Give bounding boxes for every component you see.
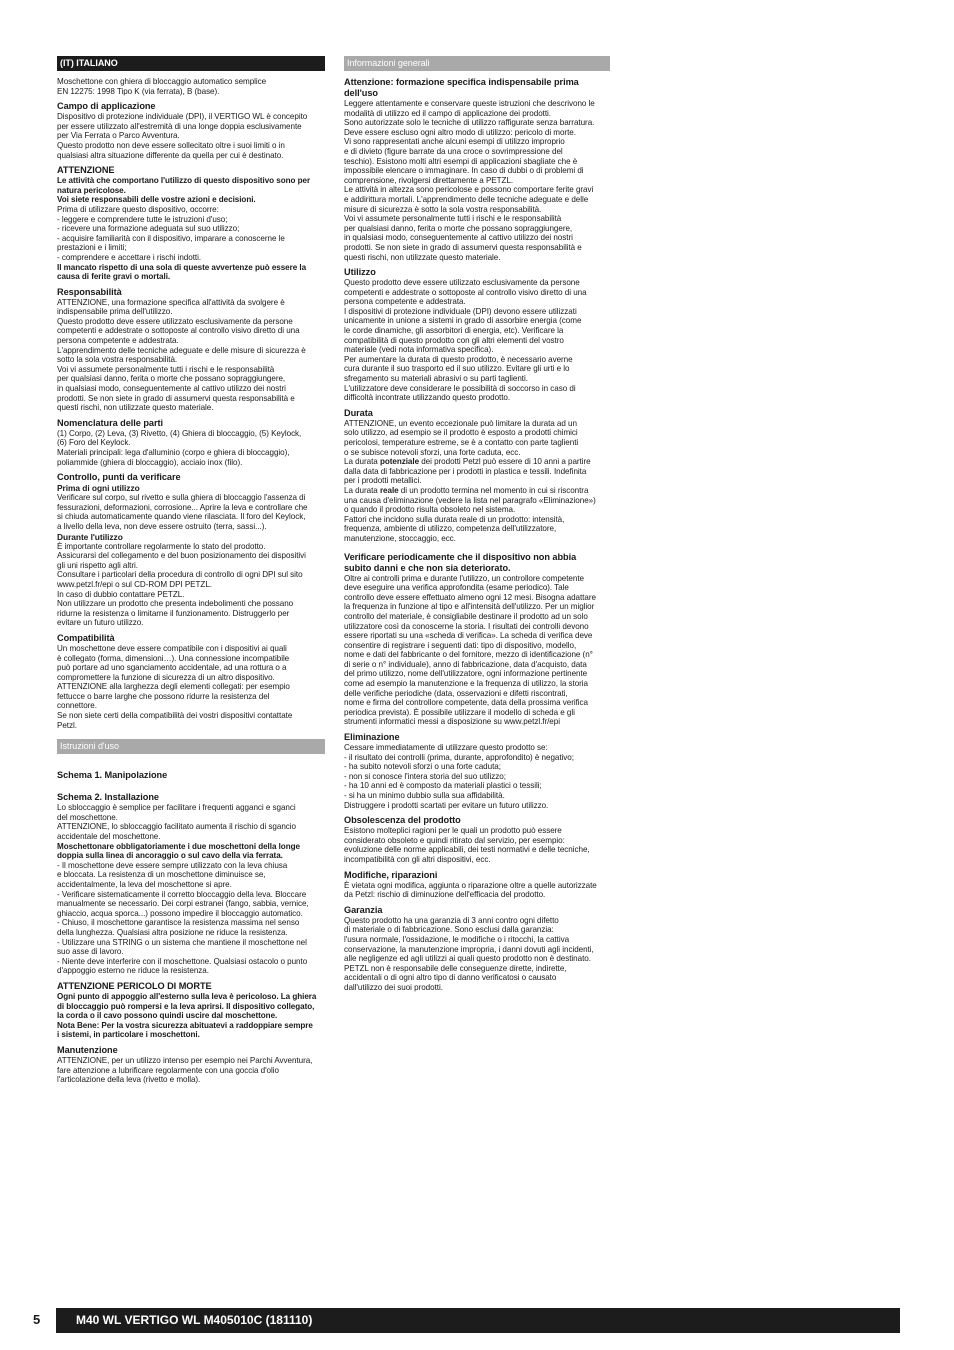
text-line: le corde dinamiche, gli assorbitori di energia, etc). Verificare la bbox=[344, 326, 564, 336]
text-line: - il risultato dei controlli (prima, durante, approfondito) è negativo; bbox=[344, 752, 574, 762]
text-line: natura pericolose. bbox=[57, 185, 126, 195]
text-line: fettucce o barre larghe che possono ridurre la resistenza del bbox=[57, 691, 270, 701]
text-line: può portare ad uno sganciamento accidentale, ad una rottura o a bbox=[57, 663, 287, 673]
durata-reale-line: La durata reale di un prodotto termina nel momento in cui si riscontra bbox=[344, 485, 589, 495]
text-line: di serie o n° individuale), anno di fabbricazione, data d'acquisto, data bbox=[344, 659, 587, 669]
text-line: della lunghezza. Qualsiasi altra posizione ne riduce la resistenza. bbox=[57, 927, 288, 937]
text-line: da Petzl: rischio di diminuzione dell'efficacia del prodotto. bbox=[344, 890, 546, 900]
text-line: frequenza, ambiente di utilizzo, competenza dell'utilizzatore, bbox=[344, 524, 557, 534]
text-line: Voi siete responsabili delle vostre azioni e decisioni. bbox=[57, 195, 256, 205]
text-line: (1) Corpo, (2) Leva, (3) Rivetto, (4) Ghiera di bloccaggio, (5) Keylock, bbox=[57, 428, 302, 438]
subsection-durante: Durante l'utilizzo bbox=[57, 531, 123, 542]
section-title-pericolo: ATTENZIONE PERICOLO DI MORTE bbox=[57, 980, 212, 991]
text-line: Petzl. bbox=[57, 720, 77, 730]
text-line: nome e firma del controllore competente, data della prossima verifica bbox=[344, 698, 588, 708]
section-body-manutenzione bbox=[57, 1056, 325, 1085]
text-line: compatibilità di questo prodotto con gli altri elementi del vostro bbox=[344, 335, 564, 345]
text-line: PETZL non è responsabile delle conseguenze dirette, indirette, bbox=[344, 963, 567, 973]
text-line: Oltre ai controlli prima e durante l'utilizzo, un controllore competente bbox=[344, 573, 584, 583]
section-body-formazione bbox=[344, 99, 610, 262]
text-line: controllo del materiale, è consigliabile destinare il prodotto ad un solo bbox=[344, 611, 588, 621]
text-line: Deve essere escluso ogni altro modo di utilizzo: pericolo di morte. bbox=[344, 127, 576, 137]
text-line: d'appoggio esterno ne riduce la resistenza. bbox=[57, 966, 209, 976]
text-line: È vietata ogni modifica, aggiunta o riparazione oltre a quelle autorizzate bbox=[344, 880, 597, 890]
footer-title: M40 WL VERTIGO WL M405010C (181110) bbox=[76, 1313, 313, 1327]
text-line: Leggere attentamente e conservare queste istruzioni che descrivono le bbox=[344, 99, 595, 108]
text-line: Se non siete certi della compatibilità dei vostri dispositivi contattate bbox=[57, 711, 293, 721]
section-title-durata: Durata bbox=[344, 407, 373, 418]
left-column bbox=[57, 56, 325, 1085]
section-body-nomenclatura bbox=[57, 429, 325, 467]
section-title-modifiche: Modifiche, riparazioni bbox=[344, 869, 438, 880]
text-line: impossibile elencare o immaginare. In caso di dubbi o di problemi di bbox=[344, 166, 584, 176]
text-line: di materiale o di fabbricazione. Sono esclusi dalla garanzia: bbox=[344, 925, 554, 935]
text-line: strumenti informatici messi a disposizione su www.petzl.fr/epi bbox=[344, 717, 560, 727]
text-line: Questo prodotto ha una garanzia di 3 anni contro ogni difetto bbox=[344, 915, 559, 925]
text-line: - ricevere una formazione adeguata sul suo utilizzo; bbox=[57, 224, 240, 234]
text-line: come ad esempio la manutenzione e la frequenza di utilizzo, la storia bbox=[344, 679, 588, 689]
text-line: del moschettone. bbox=[57, 812, 118, 822]
text-line: accidentali o di ogni altro tipo di danno verificatosi o causato bbox=[344, 973, 557, 983]
text-line: pericolosi, temperature estreme, se è a contatto con parte taglienti bbox=[344, 438, 579, 447]
text-line: sfregamento su materiali abrasivi o su parti taglienti. bbox=[344, 374, 528, 384]
section-title-responsabilita: Responsabilità bbox=[57, 286, 122, 297]
text-line: è collegato (forma, dimensioni…). Una connessione incompatibile bbox=[57, 653, 290, 663]
text-line: compromettere la funzione di sicurezza di un altro dispositivo. bbox=[57, 672, 275, 682]
text-line: l'articolazione della leva (rivetto e molla). bbox=[57, 1075, 201, 1085]
subsection-prima: Prima di ogni utilizzo bbox=[57, 483, 140, 494]
text-line: solo utilizzo, ad esempio se il prodotto è esposto a prodotti chimici bbox=[344, 428, 578, 438]
section-title-schema1: Schema 1. Manipolazione bbox=[57, 770, 168, 781]
text-line: utilizzatore così da conoscerne la storia. I risultati dei controlli devono bbox=[344, 621, 589, 631]
page-number: 5 bbox=[33, 1312, 41, 1327]
section-title-utilizzo: Utilizzo bbox=[344, 267, 376, 278]
text-line: prestazioni e i limiti; bbox=[57, 243, 127, 253]
footer-bar bbox=[56, 1308, 900, 1333]
section-body-utilizzo bbox=[344, 278, 610, 403]
text-line: dalla data di fabbricazione per i prodotti in plastica e tessili. Indefinita bbox=[344, 466, 587, 476]
text-line: - ha 10 anni ed è composto da materiali plastici o tessili; bbox=[344, 781, 542, 791]
text-line: prodotti. Se non siete in grado di assumervi questa responsabilità e bbox=[57, 393, 295, 403]
text-line: - Verificare sistematicamente il corretto bloccaggio della leva. Bloccare bbox=[57, 889, 307, 899]
section-body-durata-3 bbox=[344, 496, 610, 544]
text-line: Un moschettone deve essere compatibile con i dispositivi ai quali bbox=[57, 643, 287, 653]
section-body-attenzione bbox=[57, 205, 325, 263]
text-line: Questo prodotto deve essere utilizzato esclusivamente da persone bbox=[344, 278, 580, 288]
text-line: in qualsiasi modo, conseguentemente al cattivo utilizzo dei nostri bbox=[57, 384, 286, 394]
text-line: periodica prevista). È possibile utilizzare il modello di scheda e gli bbox=[344, 707, 575, 717]
text-line: comprensione, rivolgersi direttamente a PETZL. bbox=[344, 175, 514, 185]
pericolo-bold bbox=[57, 992, 325, 1040]
right-column bbox=[344, 56, 610, 993]
text-line: Esistono molteplici ragioni per le quali un prodotto può essere bbox=[344, 826, 562, 836]
language-header: (IT) ITALIANO bbox=[57, 56, 325, 71]
section-title-eliminazione: Eliminazione bbox=[344, 732, 400, 743]
text-line: per essere utilizzato all'estremità di una longe doppia esclusivamente bbox=[57, 121, 302, 131]
text-line: incompatibilità con gli altri dispositivi, ecc. bbox=[344, 854, 491, 864]
section-body-compatibilita bbox=[57, 644, 325, 730]
text-line: Materiali principali: lega d'alluminio (corpo e ghiera di bloccaggio), bbox=[57, 448, 290, 457]
section-title-manutenzione: Manutenzione bbox=[57, 1044, 118, 1055]
section-title-attenzione: ATTENZIONE bbox=[57, 165, 115, 176]
text-line: manualmente se necessario. Dei corpi estranei (fango, sabbia, vernice, bbox=[57, 899, 309, 909]
text-line: materiale (vedi nota informativa specifica). bbox=[344, 345, 494, 355]
text-line: cura durante il suo trasporto ed il suo utilizzo. Evitare gli urti e lo bbox=[344, 364, 570, 374]
section-body-schema2-a bbox=[57, 803, 325, 841]
section-title-controllo: Controllo, punti da verificare bbox=[57, 472, 181, 483]
text-line: nome e dati del fabbricante o del fornitore, mezzo di identificazione (n° bbox=[344, 650, 593, 660]
text-line: ATTENZIONE, lo sbloccaggio facilitato aumenta il rischio di sgancio bbox=[57, 822, 296, 832]
text-line: Moschettone con ghiera di bloccaggio automatico semplice bbox=[57, 77, 267, 86]
text-line: in qualsiasi modo, conseguentemente al cattivo utilizzo dei nostri bbox=[344, 233, 573, 243]
text-line: - Niente deve interferire con il moschettone. Qualsiasi ostacolo o punto bbox=[57, 956, 308, 966]
text-line: teschio). Esistono molti altri esempi di applicazioni sbagliate che è bbox=[344, 156, 578, 166]
text-line: causa di ferite gravi o mortali. bbox=[57, 272, 171, 282]
text-line: alle negligenze ed agli utilizzi ai quali questo prodotto non è destinato. bbox=[344, 954, 591, 964]
text-line: competenti e addestrate o sottoposte al controllo visivo diretto di una bbox=[57, 326, 300, 336]
text-line: - si ha un minimo dubbio sulla sua affidabilità. bbox=[344, 791, 505, 800]
text-line: Voi vi assumete personalmente tutti i rischi e le responsabilità bbox=[344, 214, 562, 224]
text-line: connettore. bbox=[57, 701, 97, 711]
text-line: Sono autorizzate solo le tecniche di utilizzo raffigurate senza barratura. bbox=[344, 118, 595, 128]
schema2-bold bbox=[57, 842, 325, 861]
text-line: Le attività in altezza sono pericolose e possono comportare ferite gravi bbox=[344, 185, 594, 195]
text-line: questi rischi, non utilizzate questo materiale. bbox=[344, 252, 501, 262]
text-line: Attenzione: formazione specifica indispensabile prima bbox=[344, 77, 579, 87]
text-line: essere riportati su una «scheda di verifica». La scheda di verifica deve bbox=[344, 631, 593, 641]
text-line: In caso di dubbio contattare PETZL. bbox=[57, 589, 185, 599]
text-line: persona competente e addestrata. bbox=[57, 336, 179, 346]
text-line: - non si conosce l'intera storia del suo utilizzo; bbox=[344, 771, 506, 781]
text-line: i sistemi, in particolare i moschettoni. bbox=[57, 1030, 200, 1040]
text-line: deve eseguire una verifica approfondita (esame periodico). Tale bbox=[344, 583, 569, 593]
warning-bold-1 bbox=[57, 176, 325, 205]
text-line: Ogni punto di appoggio all'esterno sulla leva è pericoloso. La ghiera bbox=[57, 991, 317, 1001]
section-body-responsabilita bbox=[57, 298, 325, 413]
text-line: Nota Bene: Per la vostra sicurezza abituatevi a raddoppiare sempre bbox=[57, 1020, 313, 1030]
text-line: L'utilizzatore deve considerare le possibilità di soccorso in caso di bbox=[344, 383, 576, 393]
text-line: Voi vi assumete personalmente tutti i rischi e le responsabilità bbox=[57, 364, 275, 374]
text-line: ATTENZIONE, un evento eccezionale può limitare la durata ad un bbox=[344, 418, 577, 428]
text-line: sotto la sola vostra responsabilità. bbox=[57, 355, 178, 365]
text-line: per i prodotti metallici. bbox=[344, 476, 422, 486]
section-title-formazione bbox=[344, 77, 610, 99]
text-line: Dispositivo di protezione individuale (DPI), il VERTIGO WL è concepito bbox=[57, 112, 308, 122]
section-body-durata-1 bbox=[344, 419, 610, 457]
section-body-garanzia bbox=[344, 916, 610, 993]
text-line: Cessare immediatamente di utilizzare questo prodotto se: bbox=[344, 743, 548, 753]
text-line: Le attività che comportano l'utilizzo di questo dispositivo sono per bbox=[57, 176, 311, 186]
text-line: Non utilizzare un prodotto che presenta indebolimenti che possano bbox=[57, 599, 294, 609]
section-body-durata-2 bbox=[344, 467, 610, 486]
text-line: suo asse di lavoro. bbox=[57, 947, 124, 957]
istruzioni-header: Istruzioni d'uso bbox=[57, 739, 325, 754]
section-title-compatibilita: Compatibilità bbox=[57, 632, 115, 643]
warning-bold-2 bbox=[57, 263, 325, 282]
section-body-schema2-b bbox=[57, 861, 325, 976]
text-line: e addirittura mortali. L'apprendimento delle tecniche adeguate e delle bbox=[344, 194, 589, 204]
text-line: ATTENZIONE, una formazione specifica all'attività da svolgere è bbox=[57, 297, 285, 307]
section-body-campo bbox=[57, 112, 325, 160]
text-line: (6) Foro del Keylock. bbox=[57, 438, 131, 448]
text-line: difficoltà incontrate utilizzando questo prodotto. bbox=[344, 393, 511, 403]
text-line: ATTENZIONE alla larghezza degli elementi collegati: per esempio bbox=[57, 682, 290, 692]
text-line: o quando il prodotto risulta obsoleto nel sistema. bbox=[344, 505, 516, 515]
section-title-verifica bbox=[344, 552, 610, 574]
text-line: - ha subito notevoli sforzi o una forte caduta; bbox=[344, 762, 501, 772]
text-line: si chiuda automaticamente quando viene rilasciata. Il foro del Keylock, bbox=[57, 512, 306, 522]
text-line: questi rischi, non utilizzate questo materiale. bbox=[57, 403, 214, 413]
durata-potenziale-line: La durata potenziale dei prodotti Petzl può essere di 10 anni a partire bbox=[344, 457, 591, 467]
section-title-schema2: Schema 2. Installazione bbox=[57, 792, 159, 803]
text-line: www.petzl.fr/epi o sul CD-ROM DPI PETZL. bbox=[57, 579, 212, 589]
text-line: controllo deve essere effettuato almeno ogni 12 mesi. Bisogna adattare bbox=[344, 592, 596, 602]
text-line: L'apprendimento delle tecniche adeguate e delle misure di sicurezza è bbox=[57, 345, 306, 355]
text-line: per qualsiasi danno, ferita o morte che possano sopraggiungere, bbox=[57, 374, 286, 384]
text-line: Questo prodotto non deve essere sollecitato oltre i suoi limiti o in bbox=[57, 140, 285, 150]
text-line: qualsiasi altra situazione differente da quella per cui è destinato. bbox=[57, 150, 284, 160]
text-line: o se subisce notevoli sforzi, una forte caduta, ecc. bbox=[344, 447, 521, 457]
text-line: accidentale del moschettone. bbox=[57, 832, 161, 842]
text-line: EN 12275: 1998 Tipo K (via ferrata), B (base). bbox=[57, 86, 220, 96]
text-line: manutenzione, stoccaggio, ecc. bbox=[344, 533, 456, 543]
text-line: una causa d'eliminazione (vedere la lista nel paragrafo «Eliminazione») bbox=[344, 495, 596, 505]
text-line: Verificare periodicamente che il dispositivo non abbia bbox=[344, 551, 577, 562]
text-line: - acquisire familiarità con il dispositivo, imparare a conoscerne le bbox=[57, 233, 285, 243]
text-line: la corda o il cavo possono quindi uscire dal moschettone. bbox=[57, 1011, 278, 1021]
section-title-obsolescenza: Obsolescenza del prodotto bbox=[344, 815, 461, 826]
section-title-garanzia: Garanzia bbox=[344, 904, 383, 915]
text-line: la frequenza in funzione al tipo e all'intensità dell'utilizzo. Per un miglior bbox=[344, 602, 595, 612]
section-body-obsolescenza bbox=[344, 826, 610, 864]
text-line: ghiaccio, acqua sporca...) possono impedire il bloccaggio automatico. bbox=[57, 908, 303, 918]
text-line: delle verifiche periodiche (data, osservazioni e difetti riscontrati, bbox=[344, 688, 568, 698]
text-line: poliammide (ghiera di bloccaggio), acciaio inox (filo). bbox=[57, 457, 243, 467]
text-line: e di divieto (figure barrate da una croce o sovrimpressione del bbox=[344, 146, 563, 156]
section-body-controllo-2 bbox=[57, 542, 325, 628]
text-line: evoluzione delle norme applicabili, dei testi normativi e delle tecniche, bbox=[344, 845, 590, 855]
text-line: doppia sulla linea di ancoraggio o sul cavo della via ferrata. bbox=[57, 851, 283, 861]
text-line: Prima di utilizzare questo dispositivo, occorre: bbox=[57, 204, 219, 214]
text-line: - Chiuso, il moschettone garantisce la resistenza massima nel senso bbox=[57, 918, 300, 928]
text-line: prodotti. Se non siete in grado di assumervi questa responsabilità e bbox=[344, 242, 582, 252]
text-line: - comprendere e accettare i rischi indotti. bbox=[57, 252, 202, 262]
text-line: per qualsiasi danno, ferita o morte che possano sopraggiungere, bbox=[344, 223, 573, 233]
text-line: evitare un futuro utilizzo. bbox=[57, 618, 144, 628]
text-line: Verificare sul corpo, sul rivetto e sulla ghiera di bloccaggio l'assenza di bbox=[57, 493, 306, 503]
text-line: - Il moschettone deve essere sempre utilizzato con la leva chiusa bbox=[57, 860, 288, 870]
text-line: Assicurarsi del collegamento e del buon posizionamento dei dispositivi bbox=[57, 551, 306, 561]
text-line: competenti e addestrate o sottoposte al controllo visivo diretto di una bbox=[344, 287, 587, 297]
text-line: e bloccata. La resistenza di un moschettone diminuisce se, bbox=[57, 870, 266, 880]
intro-text bbox=[57, 77, 325, 96]
text-line: modalità di utilizzo ed il campo di applicazione dei prodotti. bbox=[344, 108, 552, 118]
text-line: persona competente e addestrata. bbox=[344, 297, 466, 307]
info-header: Informazioni generali bbox=[344, 56, 610, 71]
section-body-modifiche bbox=[344, 881, 610, 900]
text-line: accidentalmente, la leva del moschettone si apre. bbox=[57, 880, 232, 889]
text-line: I dispositivi di protezione individuale (DPI) devono essere utilizzati bbox=[344, 306, 577, 316]
text-line: consentire di registrare i seguenti dati: tipo di dispositivo, modello, bbox=[344, 640, 577, 650]
text-line: conservazione, la manutenzione impropria, i danni dovuti agli incidenti, bbox=[344, 944, 594, 954]
text-line: a livello della leva, non deve essere ostruito (terra, sassi...). bbox=[57, 521, 267, 531]
text-line: Lo sbloccaggio è semplice per facilitare i frequenti agganci e sganci bbox=[57, 803, 296, 813]
text-line: subito danni e che non sia deteriorato. bbox=[344, 562, 511, 573]
text-line: Consultare i particolari della procedura di controllo di ogni DPI sul sito bbox=[57, 570, 303, 580]
section-title-campo: Campo di applicazione bbox=[57, 101, 156, 112]
text-line: È importante controllare regolarmente lo stato del prodotto. bbox=[57, 541, 266, 551]
text-line: ridurne la resistenza o limitarne il funzionamento. Distruggerlo per bbox=[57, 608, 290, 618]
text-line: indispensabile prima dell'utilizzo. bbox=[57, 307, 173, 317]
text-line: dell'uso bbox=[344, 88, 378, 98]
text-line: Vi sono rappresentati anche alcuni esempi di utilizzo improprio bbox=[344, 137, 565, 147]
text-line: unicamente in unione a sistemi in grado di assorbire energia (come bbox=[344, 316, 582, 326]
text-line: Distruggere i prodotti scartati per evitare un futuro utilizzo. bbox=[344, 800, 549, 810]
text-line: del primo utilizzo, nome dell'utilizzatore, ogni informazione pertinente bbox=[344, 669, 588, 679]
section-title-nomenclatura: Nomenclatura delle parti bbox=[57, 417, 164, 428]
text-line: - leggere e comprendere tutte le istruzioni d'uso; bbox=[57, 214, 228, 224]
text-line: gli uni rispetto agli altri. bbox=[57, 560, 138, 570]
text-line: Fattori che incidono sulla durata reale di un prodotto: intensità, bbox=[344, 514, 565, 524]
section-body-verifica bbox=[344, 574, 610, 728]
text-line: Questo prodotto deve essere utilizzato esclusivamente da persone bbox=[57, 316, 293, 326]
text-line: fare attenzione a lubrificare regolarmente con una goccia d'olio bbox=[57, 1065, 279, 1075]
text-line: considerato obsoleto e quindi ritirato dal servizio, per esempio: bbox=[344, 835, 565, 845]
text-line: Il mancato rispetto di una sola di queste avvertenze può essere la bbox=[57, 262, 307, 272]
text-line: di bloccaggio può rompersi e la leva aprirsi. Il dispositivo collegato, bbox=[57, 1001, 315, 1011]
text-line: Moschettonare obbligatoriamente i due moschettoni della longe bbox=[57, 841, 300, 851]
text-line: - Utilizzare una STRING o un sistema che mantiene il moschettone nel bbox=[57, 937, 307, 947]
section-body-eliminazione bbox=[344, 743, 610, 810]
text-line: misure di sicurezza è sotto la sola vostra responsabilità. bbox=[344, 204, 542, 214]
text-line: fessurazioni, deformazioni, corrosione... Aprire la leva e controllare che bbox=[57, 502, 308, 512]
text-line: per Via Ferrata o Parco Avventura. bbox=[57, 131, 180, 141]
text-line: ATTENZIONE, per un utilizzo intenso per esempio nei Parchi Avventura, bbox=[57, 1055, 313, 1065]
text-line: dall'utilizzo dei suoi prodotti. bbox=[344, 982, 443, 992]
text-line: l'usura normale, l'ossidazione, le modifiche o i ritocchi, la cattiva bbox=[344, 934, 570, 944]
text-line: Per aumentare la durata di questo prodotto, è necessario averne bbox=[344, 354, 573, 364]
section-body-controllo-1 bbox=[57, 493, 325, 531]
